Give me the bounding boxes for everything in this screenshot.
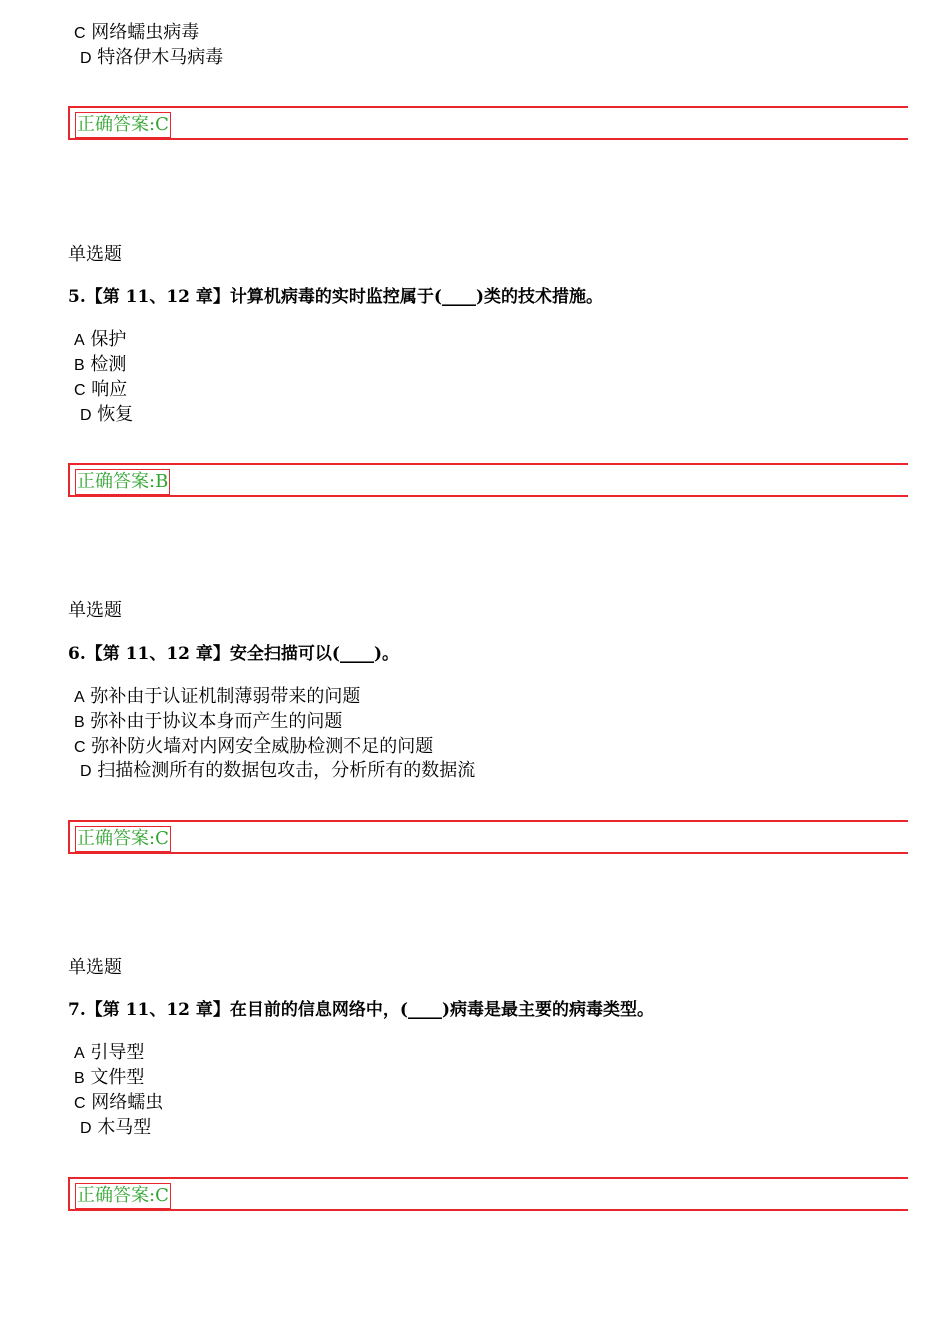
option-d bbox=[80, 1115, 151, 1141]
option-text: 检测 bbox=[90, 354, 127, 375]
option-b bbox=[74, 352, 126, 378]
option-text: 恢复 bbox=[97, 404, 134, 425]
answer-box bbox=[68, 1177, 908, 1211]
question-text: 5.【第 11、12 章】计算机病毒的实时监控属于(____)类的技术措施。 bbox=[68, 287, 603, 307]
option-text: 网络蠕虫 bbox=[91, 1092, 164, 1113]
option-c bbox=[74, 734, 433, 760]
option-a bbox=[74, 327, 126, 353]
answer-box bbox=[68, 463, 908, 497]
option-letter: C bbox=[74, 739, 86, 756]
correct-answer: 正确答案:C bbox=[75, 112, 171, 138]
option-text: 保护 bbox=[90, 329, 127, 350]
option-letter: C bbox=[74, 25, 86, 42]
option-d bbox=[80, 758, 475, 784]
option-text: 弥补由于协议本身而产生的问题 bbox=[90, 711, 343, 732]
option-letter: D bbox=[80, 1120, 92, 1137]
correct-answer: 正确答案:C bbox=[75, 826, 171, 852]
option-text: 木马型 bbox=[97, 1117, 152, 1138]
option-c bbox=[74, 377, 127, 403]
option-text: 引导型 bbox=[90, 1042, 145, 1063]
option-letter: B bbox=[74, 1070, 85, 1087]
option-text: 网络蠕虫病毒 bbox=[91, 22, 200, 43]
option-d bbox=[80, 402, 133, 428]
option-letter: C bbox=[74, 382, 86, 399]
correct-answer: 正确答案:C bbox=[75, 1183, 171, 1209]
option-letter: A bbox=[74, 689, 85, 706]
option-b bbox=[74, 709, 342, 735]
answer-box bbox=[68, 820, 908, 854]
correct-answer: 正确答案:B bbox=[75, 469, 170, 495]
option-c bbox=[74, 20, 199, 46]
option-c bbox=[74, 1090, 163, 1116]
question-type: 单选题 bbox=[68, 957, 122, 978]
option-a bbox=[74, 1040, 144, 1066]
question-type: 单选题 bbox=[68, 600, 122, 621]
option-letter: A bbox=[74, 332, 85, 349]
answer-box bbox=[68, 106, 908, 140]
option-letter: C bbox=[74, 1095, 86, 1112]
option-text: 响应 bbox=[91, 379, 128, 400]
option-d bbox=[80, 45, 223, 71]
option-text: 弥补防火墙对内网安全威胁检测不足的问题 bbox=[91, 736, 434, 757]
question-text: 6.【第 11、12 章】安全扫描可以(____)。 bbox=[68, 644, 399, 664]
option-letter: B bbox=[74, 357, 85, 374]
question-type: 单选题 bbox=[68, 244, 122, 265]
option-text: 弥补由于认证机制薄弱带来的问题 bbox=[90, 686, 361, 707]
question-text: 7.【第 11、12 章】在目前的信息网络中，(____)病毒是最主要的病毒类型。 bbox=[68, 1000, 654, 1020]
option-text: 特洛伊木马病毒 bbox=[97, 47, 224, 68]
option-a bbox=[74, 684, 360, 710]
option-letter: D bbox=[80, 50, 92, 67]
option-text: 扫描检测所有的数据包攻击，分析所有的数据流 bbox=[97, 760, 476, 781]
option-b bbox=[74, 1065, 144, 1091]
option-letter: A bbox=[74, 1045, 85, 1062]
option-letter: D bbox=[80, 407, 92, 424]
option-letter: B bbox=[74, 714, 85, 731]
option-letter: D bbox=[80, 763, 92, 780]
option-text: 文件型 bbox=[90, 1067, 145, 1088]
